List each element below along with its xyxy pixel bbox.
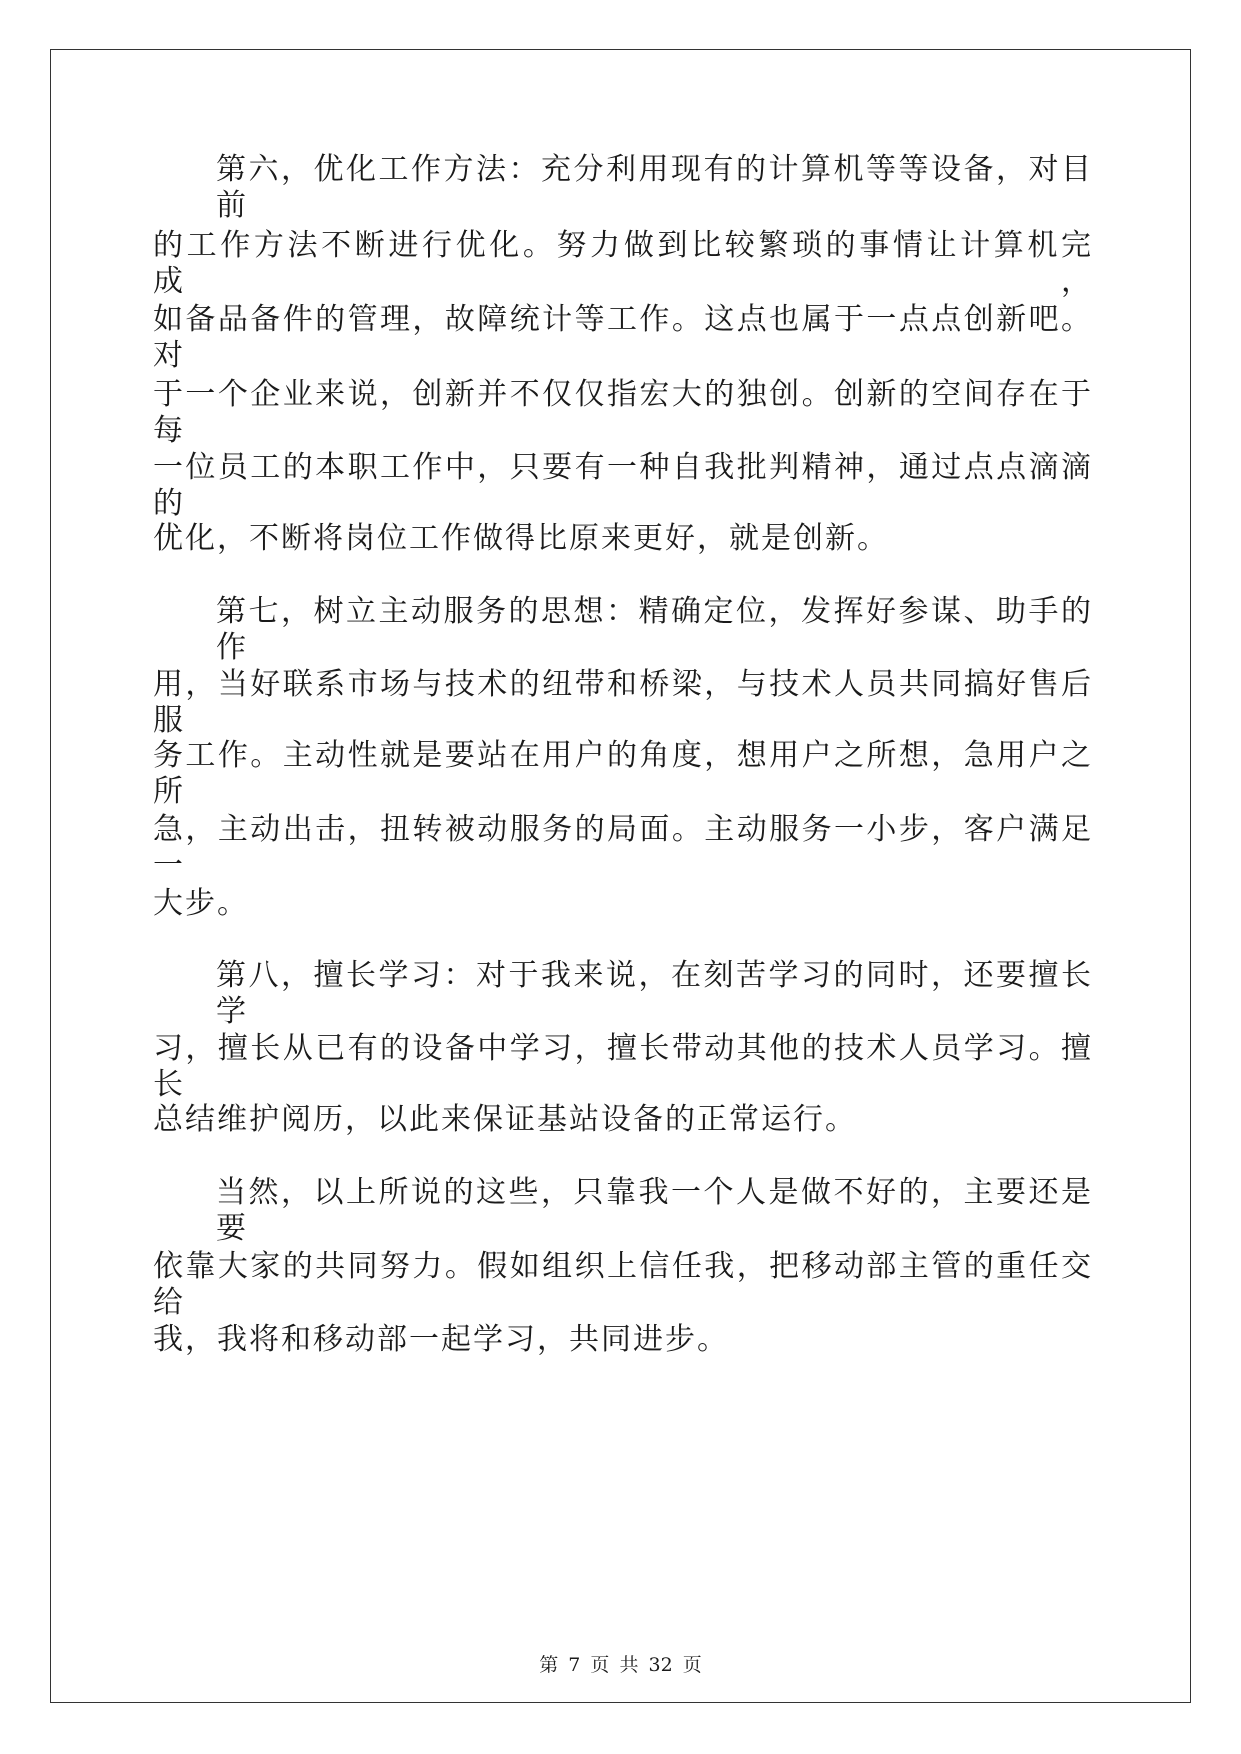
paragraph-6-line-4: 于一个企业来说，创新并不仅仅指宏大的独创。创新的空间存在于每 <box>153 377 1093 448</box>
paragraph-6-line-2: 的工作方法不断进行优化。努力做到比较繁琐的事情让计算机完成， <box>153 228 1093 299</box>
paragraph-8-line-2: 习，擅长从已有的设备中学习，擅长带动其他的技术人员学习。擅长 <box>153 1031 1093 1102</box>
paragraph-6-line-3: 如备品备件的管理，故障统计等工作。这点也属于一点点创新吧。对 <box>153 302 1093 373</box>
page-number-footer: 第 7 页 共 32 页 <box>539 1654 702 1676</box>
paragraph-6-line-5: 一位员工的本职工作中，只要有一种自我批判精神，通过点点滴滴的 <box>153 450 1093 521</box>
paragraph-7-line-3: 务工作。主动性就是要站在用户的角度，想用户之所想，急用户之所 <box>153 738 1093 809</box>
paragraph-7-line-4: 急，主动出击，扭转被动服务的局面。主动服务一小步，客户满足一 <box>153 812 1093 883</box>
paragraph-9-line-2: 依靠大家的共同努力。假如组织上信任我，把移动部主管的重任交给 <box>153 1249 1093 1320</box>
paragraph-7-line-1: 第七，树立主动服务的思想：精确定位，发挥好参谋、助手的作 <box>216 594 1093 665</box>
paragraph-9-line-1: 当然，以上所说的这些，只靠我一个人是做不好的，主要还是要 <box>216 1175 1093 1246</box>
paragraph-7-line-5: 大步。 <box>153 886 249 921</box>
paragraph-8-line-3: 总结维护阅历，以此来保证基站设备的正常运行。 <box>153 1102 857 1137</box>
paragraph-6-line-1: 第六，优化工作方法：充分利用现有的计算机等等设备，对目前 <box>216 152 1093 223</box>
paragraph-8-line-1: 第八，擅长学习：对于我来说，在刻苦学习的同时，还要擅长学 <box>216 958 1093 1029</box>
paragraph-7-line-2: 用，当好联系市场与技术的纽带和桥梁，与技术人员共同搞好售后服 <box>153 667 1093 738</box>
paragraph-6-line-6: 优化，不断将岗位工作做得比原来更好，就是创新。 <box>153 521 889 556</box>
paragraph-9-line-3: 我，我将和移动部一起学习，共同进步。 <box>153 1322 729 1357</box>
